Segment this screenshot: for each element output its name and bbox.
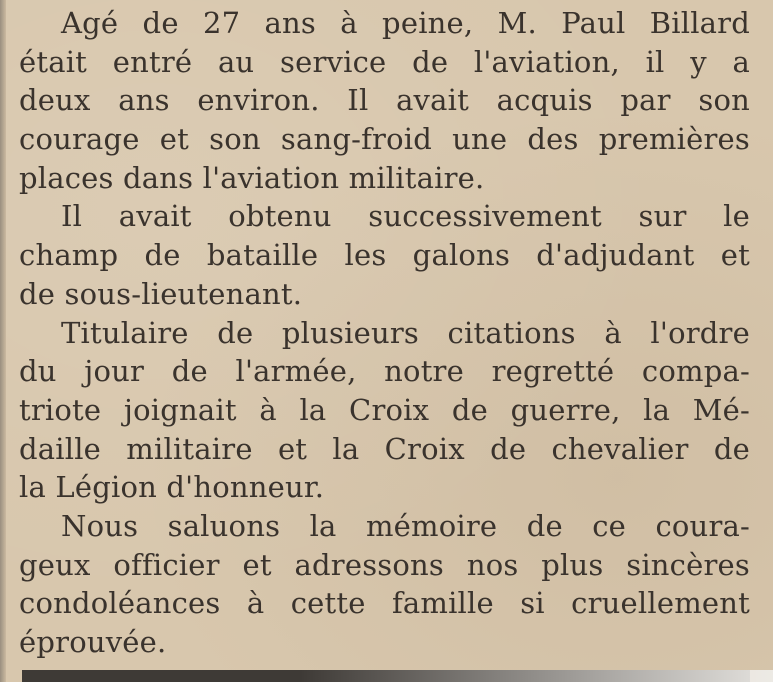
text-line: Il avait obtenu successivement sur le xyxy=(61,199,750,234)
text-line: du jour de l'armée, notre regretté compa- xyxy=(19,354,750,389)
text-line: la Légion d'honneur. xyxy=(19,470,325,505)
paragraph-2 xyxy=(19,197,750,313)
text-line: geux officier et adressons nos plus sincères xyxy=(19,547,750,582)
text-line: de sous-lieutenant. xyxy=(19,276,303,311)
bottom-edge-fade xyxy=(300,670,773,682)
text-line: champ de bataille les galons d'adjudant et xyxy=(19,238,750,273)
text-line: Nous saluons la mémoire de ce coura- xyxy=(61,508,750,543)
text-line: Agé de 27 ans à peine, M. Paul Billard xyxy=(61,6,750,40)
text-line: condoléances à cette famille si cruellement xyxy=(19,586,750,621)
text-line: courage et son sang-froid une des premières xyxy=(19,122,750,157)
text-line: Titulaire de plusieurs citations à l'ordre xyxy=(61,315,750,350)
paragraph-4 xyxy=(19,507,750,662)
paragraph-1 xyxy=(19,4,750,197)
text-line: éprouvée. xyxy=(19,625,167,659)
text-line: était entré au service de l'aviation, il y a xyxy=(19,44,750,79)
article-column xyxy=(19,4,750,662)
text-line: daille militaire et la Croix de chevalier de xyxy=(19,431,750,466)
text-line: deux ans environ. Il avait acquis par son xyxy=(19,83,750,118)
page-edge xyxy=(0,0,6,682)
text-line: places dans l'aviation militaire. xyxy=(19,160,485,195)
text-line: triote joignait à la Croix de guerre, la Mé- xyxy=(19,392,750,427)
paragraph-3 xyxy=(19,314,750,507)
